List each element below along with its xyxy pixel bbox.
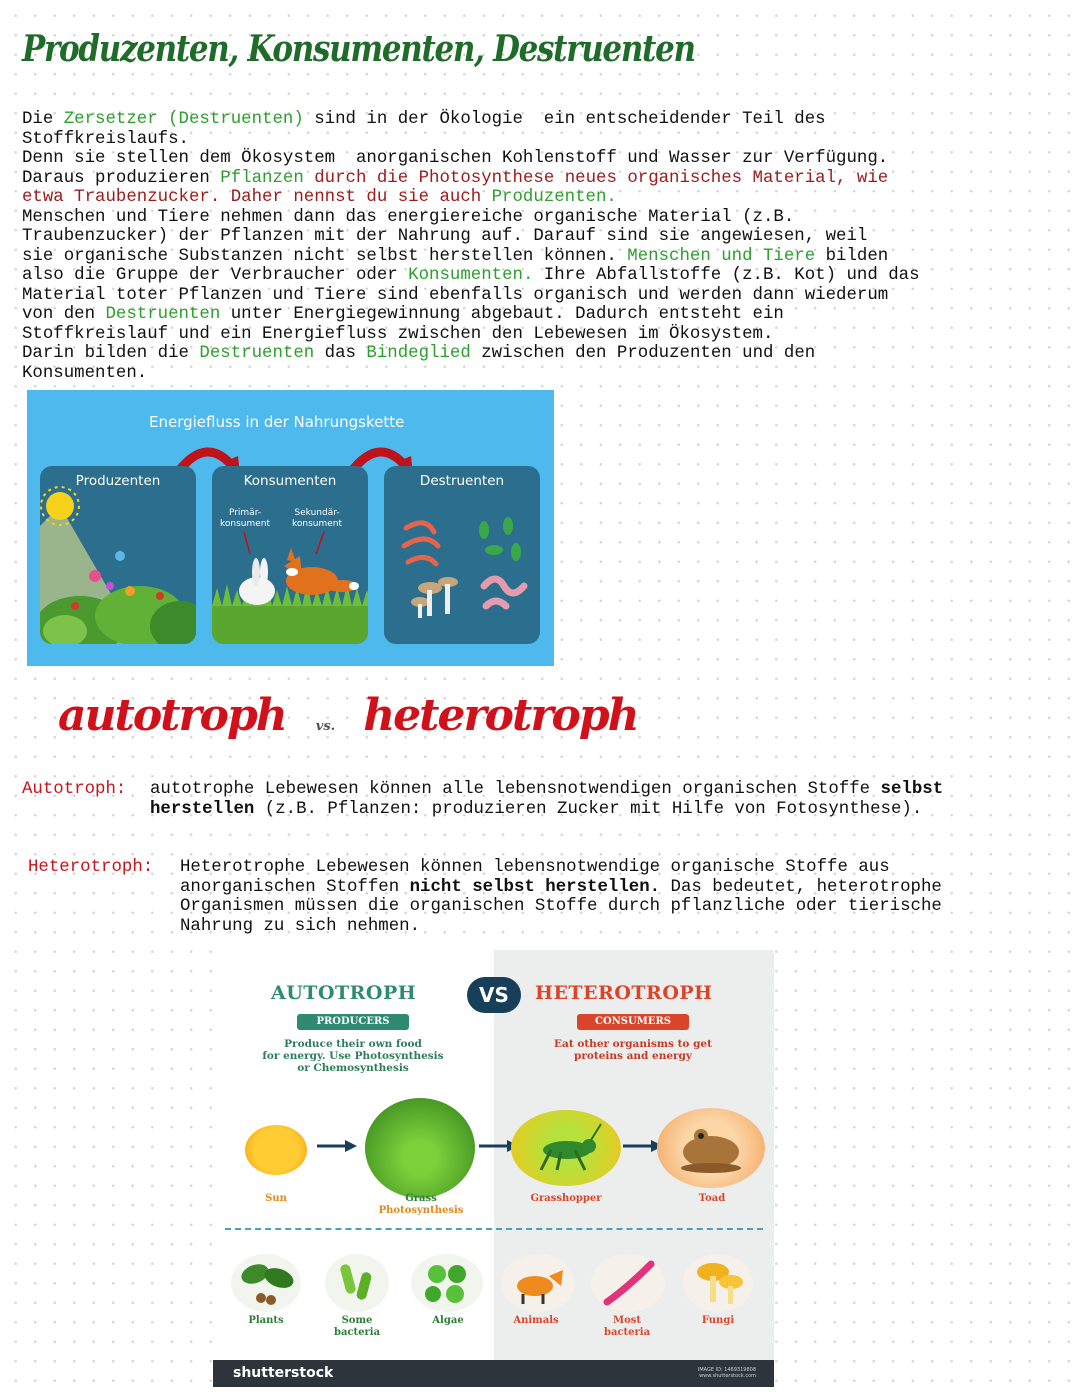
secondary-consumer-label: Sekundär- konsument bbox=[292, 508, 343, 529]
producers-label: Produzenten bbox=[75, 473, 161, 489]
consumers-pill: CONSUMERS bbox=[577, 1014, 689, 1030]
autotroph-heading: autotroph bbox=[58, 690, 286, 741]
infographic-divider bbox=[225, 1228, 763, 1230]
photosynthesis-label: Photosynthesis bbox=[378, 1205, 464, 1216]
fox-figure-icon bbox=[509, 1260, 569, 1306]
toad-label: Toad bbox=[698, 1193, 726, 1204]
leaves-figure-icon bbox=[235, 1256, 299, 1310]
autotroph-vs-heterotroph-heading bbox=[58, 690, 638, 741]
consumers-box bbox=[212, 466, 368, 644]
mushroom-figure-icon bbox=[691, 1258, 747, 1308]
grasshopper-figure-icon bbox=[531, 1120, 603, 1176]
energy-flow-diagram bbox=[27, 390, 554, 666]
bacteria-rod-icon bbox=[335, 1258, 379, 1306]
grass-label: Grass bbox=[405, 1193, 437, 1204]
autotroph-term: Autotroph: bbox=[22, 780, 127, 799]
page-title: Produzenten, Konsumenten, Destruenten bbox=[22, 28, 695, 70]
heterotroph-term: Heterotroph: bbox=[28, 858, 154, 877]
most-bacteria-label: Most bacteria bbox=[603, 1315, 651, 1338]
producers-description: Produce their own food for energy. Use Photosynthesis or Chemosynthesis bbox=[262, 1038, 444, 1074]
image-id-text: IMAGE ID: 1469319808 www.shutterstock.com bbox=[697, 1367, 756, 1379]
bacteria-flagella-icon bbox=[599, 1258, 659, 1308]
infographic-autotroph-title: AUTOTROPH bbox=[271, 982, 417, 1004]
autotroph-text: autotrophe Lebewesen können alle lebensnotwendigen organischen Stoffe selbst herstellen (z.B. Pflanzen: produzieren Zucker mit Hilfe von Fotosynthese). bbox=[150, 780, 944, 819]
rabbit-fox-illustration bbox=[212, 466, 368, 644]
producers-box bbox=[40, 466, 196, 644]
vs-label: vs. bbox=[315, 719, 336, 734]
grasshopper-label: Grasshopper bbox=[530, 1193, 602, 1204]
arrow-right-icon bbox=[317, 1138, 357, 1154]
decomposers-box bbox=[384, 466, 540, 644]
intro-paragraph: Die Zersetzer (Destruenten) sind in der Ökologie ein entscheidender Teil des Stoffkreislaufs. Denn sie stellen dem Ökosystem anorganischen Kohlenstoff und Wasser zur Verfügung. Daraus produzieren Pflanzen durch die Photosynthese neues organisches Material, wie etwa Traubenzucker. Daher nennst du sie auch Produzenten. Menschen und Tiere nehmen dann das energiereiche organische Material (z.B. Traubenzucker) der Pflanzen mit der Nahrung auf. Darauf sind sie angewiesen, weil sie organische Substanzen nicht selbst herstellen können. Menschen und Tiere bilden also die Gruppe der Verbraucher oder Konsumenten. Ihre Abfallstoffe (z.B. Kot) und das Material toter Pflanzen und Tiere sind ebenfalls organisch und werden dann wiederum von den Destruenten unter Energiegewinnung abgebaut. Dadurch entsteht ein Stoffkreislauf und ein Energiefluss zwischen den Lebewesen im Ökosystem. Darin bilden die Destruenten das Bindeglied zwischen den Produzenten und den Konsumenten. bbox=[22, 110, 920, 383]
shutterstock-logo: shutterstock bbox=[233, 1365, 334, 1381]
consumers-label: Konsumenten bbox=[243, 473, 337, 489]
plants-label: Plants bbox=[248, 1315, 284, 1326]
toad-figure-icon bbox=[671, 1120, 751, 1176]
primary-consumer-label: Primär- konsument bbox=[220, 508, 271, 529]
sun-icon bbox=[245, 1125, 307, 1175]
animals-label: Animals bbox=[513, 1315, 559, 1326]
producers-pill: PRODUCERS bbox=[297, 1014, 409, 1030]
autotroph-heterotroph-infographic bbox=[213, 950, 774, 1387]
algae-cells-icon bbox=[419, 1260, 475, 1306]
infographic-footer bbox=[213, 1360, 774, 1387]
heterotroph-heading: heterotroph bbox=[363, 690, 638, 741]
fungi-worms-illustration bbox=[384, 466, 540, 644]
heterotroph-text: Heterotrophe Lebewesen können lebensnotwendige organische Stoffe aus anorganischen Stoffen nicht selbst herstellen. Das bedeutet, heterotrophe Organismen müssen die organischen Stoffe durch pflanzliche oder tierische Nahrung zu sich nehmen. bbox=[180, 858, 942, 936]
infographic-heterotroph-title: HETEROTROPH bbox=[535, 982, 713, 1004]
infographic-vs-badge: VS bbox=[467, 977, 521, 1013]
algae-label: Algae bbox=[432, 1315, 464, 1326]
decomposers-label: Destruenten bbox=[419, 473, 505, 489]
some-bacteria-label: Some bacteria bbox=[333, 1315, 381, 1338]
sun-label: Sun bbox=[265, 1193, 287, 1204]
energy-diagram-title: Energiefluss in der Nahrungskette bbox=[149, 413, 405, 431]
grass-icon bbox=[365, 1098, 475, 1198]
sun-meadow-illustration bbox=[40, 466, 196, 644]
consumers-description: Eat other organisms to get proteins and energy bbox=[554, 1038, 712, 1062]
fungi-label: Fungi bbox=[701, 1315, 735, 1326]
